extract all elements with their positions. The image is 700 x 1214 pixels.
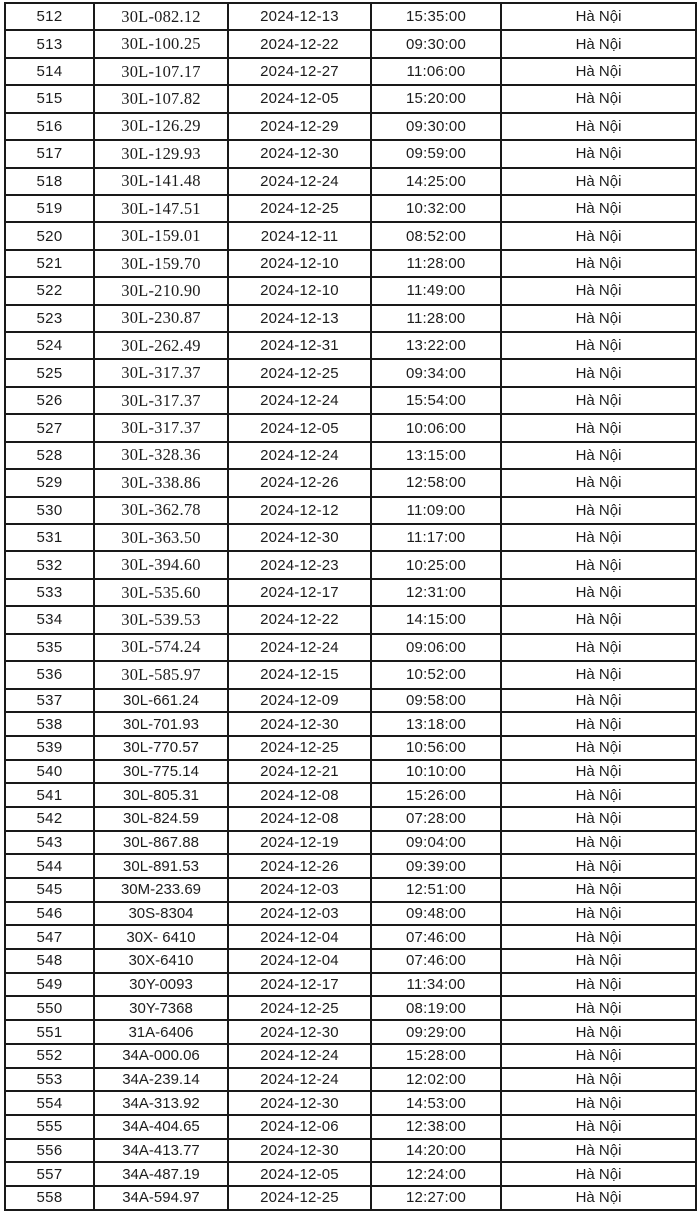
- table-row: [5, 222, 696, 249]
- time-cell: 12:27:00: [371, 1186, 501, 1210]
- row-number-cell: 525: [5, 359, 94, 386]
- table-row: [5, 524, 696, 551]
- date-cell: 2024-12-25: [228, 1186, 371, 1210]
- plate-cell: 30L-661.24: [94, 689, 228, 713]
- location-cell: Hà Nội: [501, 831, 696, 855]
- plate-cell: 30L-338.86: [94, 469, 228, 496]
- plate-cell: 30X- 6410: [94, 925, 228, 949]
- table-row: [5, 760, 696, 784]
- plate-cell: 34A-404.65: [94, 1115, 228, 1139]
- time-cell: 10:52:00: [371, 661, 501, 688]
- table-row: [5, 469, 696, 496]
- row-number-cell: 544: [5, 854, 94, 878]
- row-number-cell: 529: [5, 469, 94, 496]
- time-cell: 12:02:00: [371, 1068, 501, 1092]
- date-cell: 2024-12-05: [228, 414, 371, 441]
- table-row: [5, 359, 696, 386]
- row-number-cell: 522: [5, 277, 94, 304]
- table-row: [5, 831, 696, 855]
- date-cell: 2024-12-17: [228, 579, 371, 606]
- table-row: [5, 783, 696, 807]
- row-number-cell: 523: [5, 305, 94, 332]
- table-row: [5, 3, 696, 30]
- location-cell: Hà Nội: [501, 1091, 696, 1115]
- row-number-cell: 521: [5, 250, 94, 277]
- plate-cell: 34A-239.14: [94, 1068, 228, 1092]
- table-row: [5, 1044, 696, 1068]
- plate-cell: 30L-867.88: [94, 831, 228, 855]
- time-cell: 09:30:00: [371, 30, 501, 57]
- plate-cell: 34A-000.06: [94, 1044, 228, 1068]
- location-cell: Hà Nội: [501, 878, 696, 902]
- location-cell: Hà Nội: [501, 807, 696, 831]
- table-row: [5, 168, 696, 195]
- plate-cell: 34A-313.92: [94, 1091, 228, 1115]
- date-cell: 2024-12-24: [228, 168, 371, 195]
- plate-cell: 30L-317.37: [94, 387, 228, 414]
- time-cell: 09:30:00: [371, 113, 501, 140]
- location-cell: Hà Nội: [501, 973, 696, 997]
- plate-cell: 30X-6410: [94, 949, 228, 973]
- table-row: [5, 387, 696, 414]
- date-cell: 2024-12-04: [228, 925, 371, 949]
- table-row: [5, 414, 696, 441]
- time-cell: 10:56:00: [371, 736, 501, 760]
- row-number-cell: 530: [5, 497, 94, 524]
- table-row: [5, 1139, 696, 1163]
- time-cell: 12:58:00: [371, 469, 501, 496]
- plate-cell: 34A-487.19: [94, 1162, 228, 1186]
- plate-cell: 30L-535.60: [94, 579, 228, 606]
- table-row: [5, 58, 696, 85]
- row-number-cell: 541: [5, 783, 94, 807]
- row-number-cell: 524: [5, 332, 94, 359]
- row-number-cell: 516: [5, 113, 94, 140]
- plate-cell: 34A-594.97: [94, 1186, 228, 1210]
- plate-cell: 30M-233.69: [94, 878, 228, 902]
- table-row: [5, 854, 696, 878]
- row-number-cell: 532: [5, 551, 94, 578]
- time-cell: 11:28:00: [371, 305, 501, 332]
- table-row: [5, 807, 696, 831]
- time-cell: 15:35:00: [371, 3, 501, 30]
- date-cell: 2024-12-26: [228, 469, 371, 496]
- plate-cell: 30L-585.97: [94, 661, 228, 688]
- time-cell: 10:32:00: [371, 195, 501, 222]
- time-cell: 11:28:00: [371, 250, 501, 277]
- time-cell: 15:20:00: [371, 85, 501, 112]
- location-cell: Hà Nội: [501, 168, 696, 195]
- table-row: [5, 579, 696, 606]
- date-cell: 2024-12-08: [228, 807, 371, 831]
- date-cell: 2024-12-31: [228, 332, 371, 359]
- location-cell: Hà Nội: [501, 250, 696, 277]
- row-number-cell: 518: [5, 168, 94, 195]
- location-cell: Hà Nội: [501, 1186, 696, 1210]
- row-number-cell: 557: [5, 1162, 94, 1186]
- date-cell: 2024-12-08: [228, 783, 371, 807]
- plate-cell: 30L-317.37: [94, 359, 228, 386]
- location-cell: Hà Nội: [501, 1020, 696, 1044]
- time-cell: 11:17:00: [371, 524, 501, 551]
- location-cell: Hà Nội: [501, 140, 696, 167]
- table-row: [5, 878, 696, 902]
- row-number-cell: 552: [5, 1044, 94, 1068]
- time-cell: 12:51:00: [371, 878, 501, 902]
- date-cell: 2024-12-12: [228, 497, 371, 524]
- time-cell: 09:29:00: [371, 1020, 501, 1044]
- date-cell: 2024-12-30: [228, 1139, 371, 1163]
- table-row: [5, 551, 696, 578]
- date-cell: 2024-12-30: [228, 524, 371, 551]
- time-cell: 13:18:00: [371, 712, 501, 736]
- plate-cell: 30L-147.51: [94, 195, 228, 222]
- location-cell: Hà Nội: [501, 949, 696, 973]
- plate-cell: 30L-126.29: [94, 113, 228, 140]
- row-number-cell: 515: [5, 85, 94, 112]
- date-cell: 2024-12-25: [228, 359, 371, 386]
- time-cell: 12:38:00: [371, 1115, 501, 1139]
- table-row: [5, 1068, 696, 1092]
- table-row: [5, 332, 696, 359]
- date-cell: 2024-12-17: [228, 973, 371, 997]
- row-number-cell: 534: [5, 606, 94, 633]
- plate-cell: 30L-230.87: [94, 305, 228, 332]
- date-cell: 2024-12-23: [228, 551, 371, 578]
- location-cell: Hà Nội: [501, 1068, 696, 1092]
- date-cell: 2024-12-24: [228, 387, 371, 414]
- plate-cell: 30L-210.90: [94, 277, 228, 304]
- location-cell: Hà Nội: [501, 783, 696, 807]
- table-row: [5, 250, 696, 277]
- location-cell: Hà Nội: [501, 712, 696, 736]
- location-cell: Hà Nội: [501, 442, 696, 469]
- location-cell: Hà Nội: [501, 661, 696, 688]
- row-number-cell: 543: [5, 831, 94, 855]
- location-cell: Hà Nội: [501, 85, 696, 112]
- time-cell: 15:26:00: [371, 783, 501, 807]
- row-number-cell: 547: [5, 925, 94, 949]
- row-number-cell: 550: [5, 996, 94, 1020]
- table-row: [5, 1020, 696, 1044]
- plate-cell: 30L-824.59: [94, 807, 228, 831]
- location-cell: Hà Nội: [501, 497, 696, 524]
- location-cell: Hà Nội: [501, 113, 696, 140]
- date-cell: 2024-12-13: [228, 3, 371, 30]
- location-cell: Hà Nội: [501, 332, 696, 359]
- table-row: [5, 661, 696, 688]
- plate-cell: 30L-805.31: [94, 783, 228, 807]
- row-number-cell: 558: [5, 1186, 94, 1210]
- row-number-cell: 542: [5, 807, 94, 831]
- plate-cell: 30L-701.93: [94, 712, 228, 736]
- time-cell: 09:58:00: [371, 689, 501, 713]
- plate-cell: 30S-8304: [94, 902, 228, 926]
- location-cell: Hà Nội: [501, 387, 696, 414]
- time-cell: 10:10:00: [371, 760, 501, 784]
- date-cell: 2024-12-04: [228, 949, 371, 973]
- location-cell: Hà Nội: [501, 606, 696, 633]
- time-cell: 07:28:00: [371, 807, 501, 831]
- date-cell: 2024-12-24: [228, 1044, 371, 1068]
- plate-cell: 30L-362.78: [94, 497, 228, 524]
- row-number-cell: 556: [5, 1139, 94, 1163]
- time-cell: 14:15:00: [371, 606, 501, 633]
- plate-cell: 30L-129.93: [94, 140, 228, 167]
- location-cell: Hà Nội: [501, 58, 696, 85]
- table-row: [5, 442, 696, 469]
- table-row: [5, 1186, 696, 1210]
- time-cell: 12:31:00: [371, 579, 501, 606]
- row-number-cell: 538: [5, 712, 94, 736]
- plate-cell: 30Y-7368: [94, 996, 228, 1020]
- location-cell: Hà Nội: [501, 469, 696, 496]
- time-cell: 15:28:00: [371, 1044, 501, 1068]
- location-cell: Hà Nội: [501, 1139, 696, 1163]
- location-cell: Hà Nội: [501, 414, 696, 441]
- plate-cell: 30L-363.50: [94, 524, 228, 551]
- time-cell: 14:25:00: [371, 168, 501, 195]
- table-row: [5, 1091, 696, 1115]
- time-cell: 08:52:00: [371, 222, 501, 249]
- location-cell: Hà Nội: [501, 902, 696, 926]
- row-number-cell: 539: [5, 736, 94, 760]
- row-number-cell: 528: [5, 442, 94, 469]
- row-number-cell: 536: [5, 661, 94, 688]
- location-cell: Hà Nội: [501, 1044, 696, 1068]
- row-number-cell: 548: [5, 949, 94, 973]
- violation-table: [4, 2, 697, 1211]
- location-cell: Hà Nội: [501, 996, 696, 1020]
- location-cell: Hà Nội: [501, 634, 696, 661]
- plate-cell: 30L-107.82: [94, 85, 228, 112]
- date-cell: 2024-12-24: [228, 1068, 371, 1092]
- date-cell: 2024-12-30: [228, 140, 371, 167]
- row-number-cell: 517: [5, 140, 94, 167]
- row-number-cell: 554: [5, 1091, 94, 1115]
- date-cell: 2024-12-30: [228, 712, 371, 736]
- date-cell: 2024-12-10: [228, 277, 371, 304]
- date-cell: 2024-12-24: [228, 442, 371, 469]
- date-cell: 2024-12-09: [228, 689, 371, 713]
- table-row: [5, 30, 696, 57]
- row-number-cell: 513: [5, 30, 94, 57]
- date-cell: 2024-12-10: [228, 250, 371, 277]
- table-row: [5, 195, 696, 222]
- table-row: [5, 712, 696, 736]
- date-cell: 2024-12-22: [228, 30, 371, 57]
- location-cell: Hà Nội: [501, 689, 696, 713]
- row-number-cell: 519: [5, 195, 94, 222]
- location-cell: Hà Nội: [501, 551, 696, 578]
- row-number-cell: 535: [5, 634, 94, 661]
- row-number-cell: 531: [5, 524, 94, 551]
- table-row: [5, 949, 696, 973]
- row-number-cell: 520: [5, 222, 94, 249]
- date-cell: 2024-12-21: [228, 760, 371, 784]
- plate-cell: 30L-770.57: [94, 736, 228, 760]
- plate-cell: 30L-141.48: [94, 168, 228, 195]
- location-cell: Hà Nội: [501, 736, 696, 760]
- row-number-cell: 527: [5, 414, 94, 441]
- plate-cell: 30L-262.49: [94, 332, 228, 359]
- location-cell: Hà Nội: [501, 524, 696, 551]
- time-cell: 14:53:00: [371, 1091, 501, 1115]
- date-cell: 2024-12-25: [228, 195, 371, 222]
- table-row: [5, 1115, 696, 1139]
- plate-cell: 30L-317.37: [94, 414, 228, 441]
- location-cell: Hà Nội: [501, 3, 696, 30]
- location-cell: Hà Nội: [501, 925, 696, 949]
- time-cell: 10:06:00: [371, 414, 501, 441]
- row-number-cell: 540: [5, 760, 94, 784]
- plate-cell: 30Y-0093: [94, 973, 228, 997]
- row-number-cell: 526: [5, 387, 94, 414]
- table-row: [5, 85, 696, 112]
- time-cell: 09:59:00: [371, 140, 501, 167]
- location-cell: Hà Nội: [501, 579, 696, 606]
- row-number-cell: 553: [5, 1068, 94, 1092]
- table-body: [5, 3, 696, 1210]
- plate-cell: 31A-6406: [94, 1020, 228, 1044]
- time-cell: 10:25:00: [371, 551, 501, 578]
- table-row: [5, 634, 696, 661]
- time-cell: 13:22:00: [371, 332, 501, 359]
- location-cell: Hà Nội: [501, 359, 696, 386]
- date-cell: 2024-12-15: [228, 661, 371, 688]
- table-row: [5, 902, 696, 926]
- time-cell: 11:34:00: [371, 973, 501, 997]
- table-row: [5, 113, 696, 140]
- time-cell: 07:46:00: [371, 925, 501, 949]
- plate-cell: 30L-159.01: [94, 222, 228, 249]
- table-row: [5, 973, 696, 997]
- row-number-cell: 514: [5, 58, 94, 85]
- plate-cell: 30L-159.70: [94, 250, 228, 277]
- date-cell: 2024-12-22: [228, 606, 371, 633]
- location-cell: Hà Nội: [501, 854, 696, 878]
- location-cell: Hà Nội: [501, 1162, 696, 1186]
- plate-cell: 30L-539.53: [94, 606, 228, 633]
- date-cell: 2024-12-25: [228, 996, 371, 1020]
- row-number-cell: 512: [5, 3, 94, 30]
- time-cell: 09:48:00: [371, 902, 501, 926]
- table-row: [5, 140, 696, 167]
- location-cell: Hà Nội: [501, 760, 696, 784]
- location-cell: Hà Nội: [501, 277, 696, 304]
- plate-cell: 30L-328.36: [94, 442, 228, 469]
- time-cell: 11:09:00: [371, 497, 501, 524]
- row-number-cell: 533: [5, 579, 94, 606]
- table-row: [5, 925, 696, 949]
- location-cell: Hà Nội: [501, 195, 696, 222]
- location-cell: Hà Nội: [501, 222, 696, 249]
- time-cell: 08:19:00: [371, 996, 501, 1020]
- table-row: [5, 277, 696, 304]
- date-cell: 2024-12-19: [228, 831, 371, 855]
- date-cell: 2024-12-25: [228, 736, 371, 760]
- plate-cell: 30L-107.17: [94, 58, 228, 85]
- table-row: [5, 305, 696, 332]
- time-cell: 12:24:00: [371, 1162, 501, 1186]
- date-cell: 2024-12-29: [228, 113, 371, 140]
- date-cell: 2024-12-05: [228, 85, 371, 112]
- time-cell: 09:39:00: [371, 854, 501, 878]
- table-row: [5, 497, 696, 524]
- date-cell: 2024-12-03: [228, 902, 371, 926]
- table-row: [5, 736, 696, 760]
- location-cell: Hà Nội: [501, 1115, 696, 1139]
- row-number-cell: 537: [5, 689, 94, 713]
- plate-cell: 30L-891.53: [94, 854, 228, 878]
- time-cell: 11:49:00: [371, 277, 501, 304]
- location-cell: Hà Nội: [501, 30, 696, 57]
- time-cell: 14:20:00: [371, 1139, 501, 1163]
- time-cell: 15:54:00: [371, 387, 501, 414]
- date-cell: 2024-12-27: [228, 58, 371, 85]
- plate-cell: 30L-100.25: [94, 30, 228, 57]
- row-number-cell: 549: [5, 973, 94, 997]
- time-cell: 09:34:00: [371, 359, 501, 386]
- plate-cell: 30L-775.14: [94, 760, 228, 784]
- date-cell: 2024-12-05: [228, 1162, 371, 1186]
- date-cell: 2024-12-03: [228, 878, 371, 902]
- plate-cell: 30L-082.12: [94, 3, 228, 30]
- row-number-cell: 555: [5, 1115, 94, 1139]
- table-row: [5, 689, 696, 713]
- time-cell: 09:06:00: [371, 634, 501, 661]
- table-row: [5, 606, 696, 633]
- table-row: [5, 1162, 696, 1186]
- location-cell: Hà Nội: [501, 305, 696, 332]
- plate-cell: 34A-413.77: [94, 1139, 228, 1163]
- date-cell: 2024-12-11: [228, 222, 371, 249]
- table-row: [5, 996, 696, 1020]
- date-cell: 2024-12-30: [228, 1091, 371, 1115]
- row-number-cell: 551: [5, 1020, 94, 1044]
- date-cell: 2024-12-06: [228, 1115, 371, 1139]
- plate-cell: 30L-394.60: [94, 551, 228, 578]
- time-cell: 09:04:00: [371, 831, 501, 855]
- time-cell: 07:46:00: [371, 949, 501, 973]
- row-number-cell: 545: [5, 878, 94, 902]
- date-cell: 2024-12-30: [228, 1020, 371, 1044]
- row-number-cell: 546: [5, 902, 94, 926]
- plate-cell: 30L-574.24: [94, 634, 228, 661]
- date-cell: 2024-12-26: [228, 854, 371, 878]
- date-cell: 2024-12-24: [228, 634, 371, 661]
- time-cell: 13:15:00: [371, 442, 501, 469]
- time-cell: 11:06:00: [371, 58, 501, 85]
- date-cell: 2024-12-13: [228, 305, 371, 332]
